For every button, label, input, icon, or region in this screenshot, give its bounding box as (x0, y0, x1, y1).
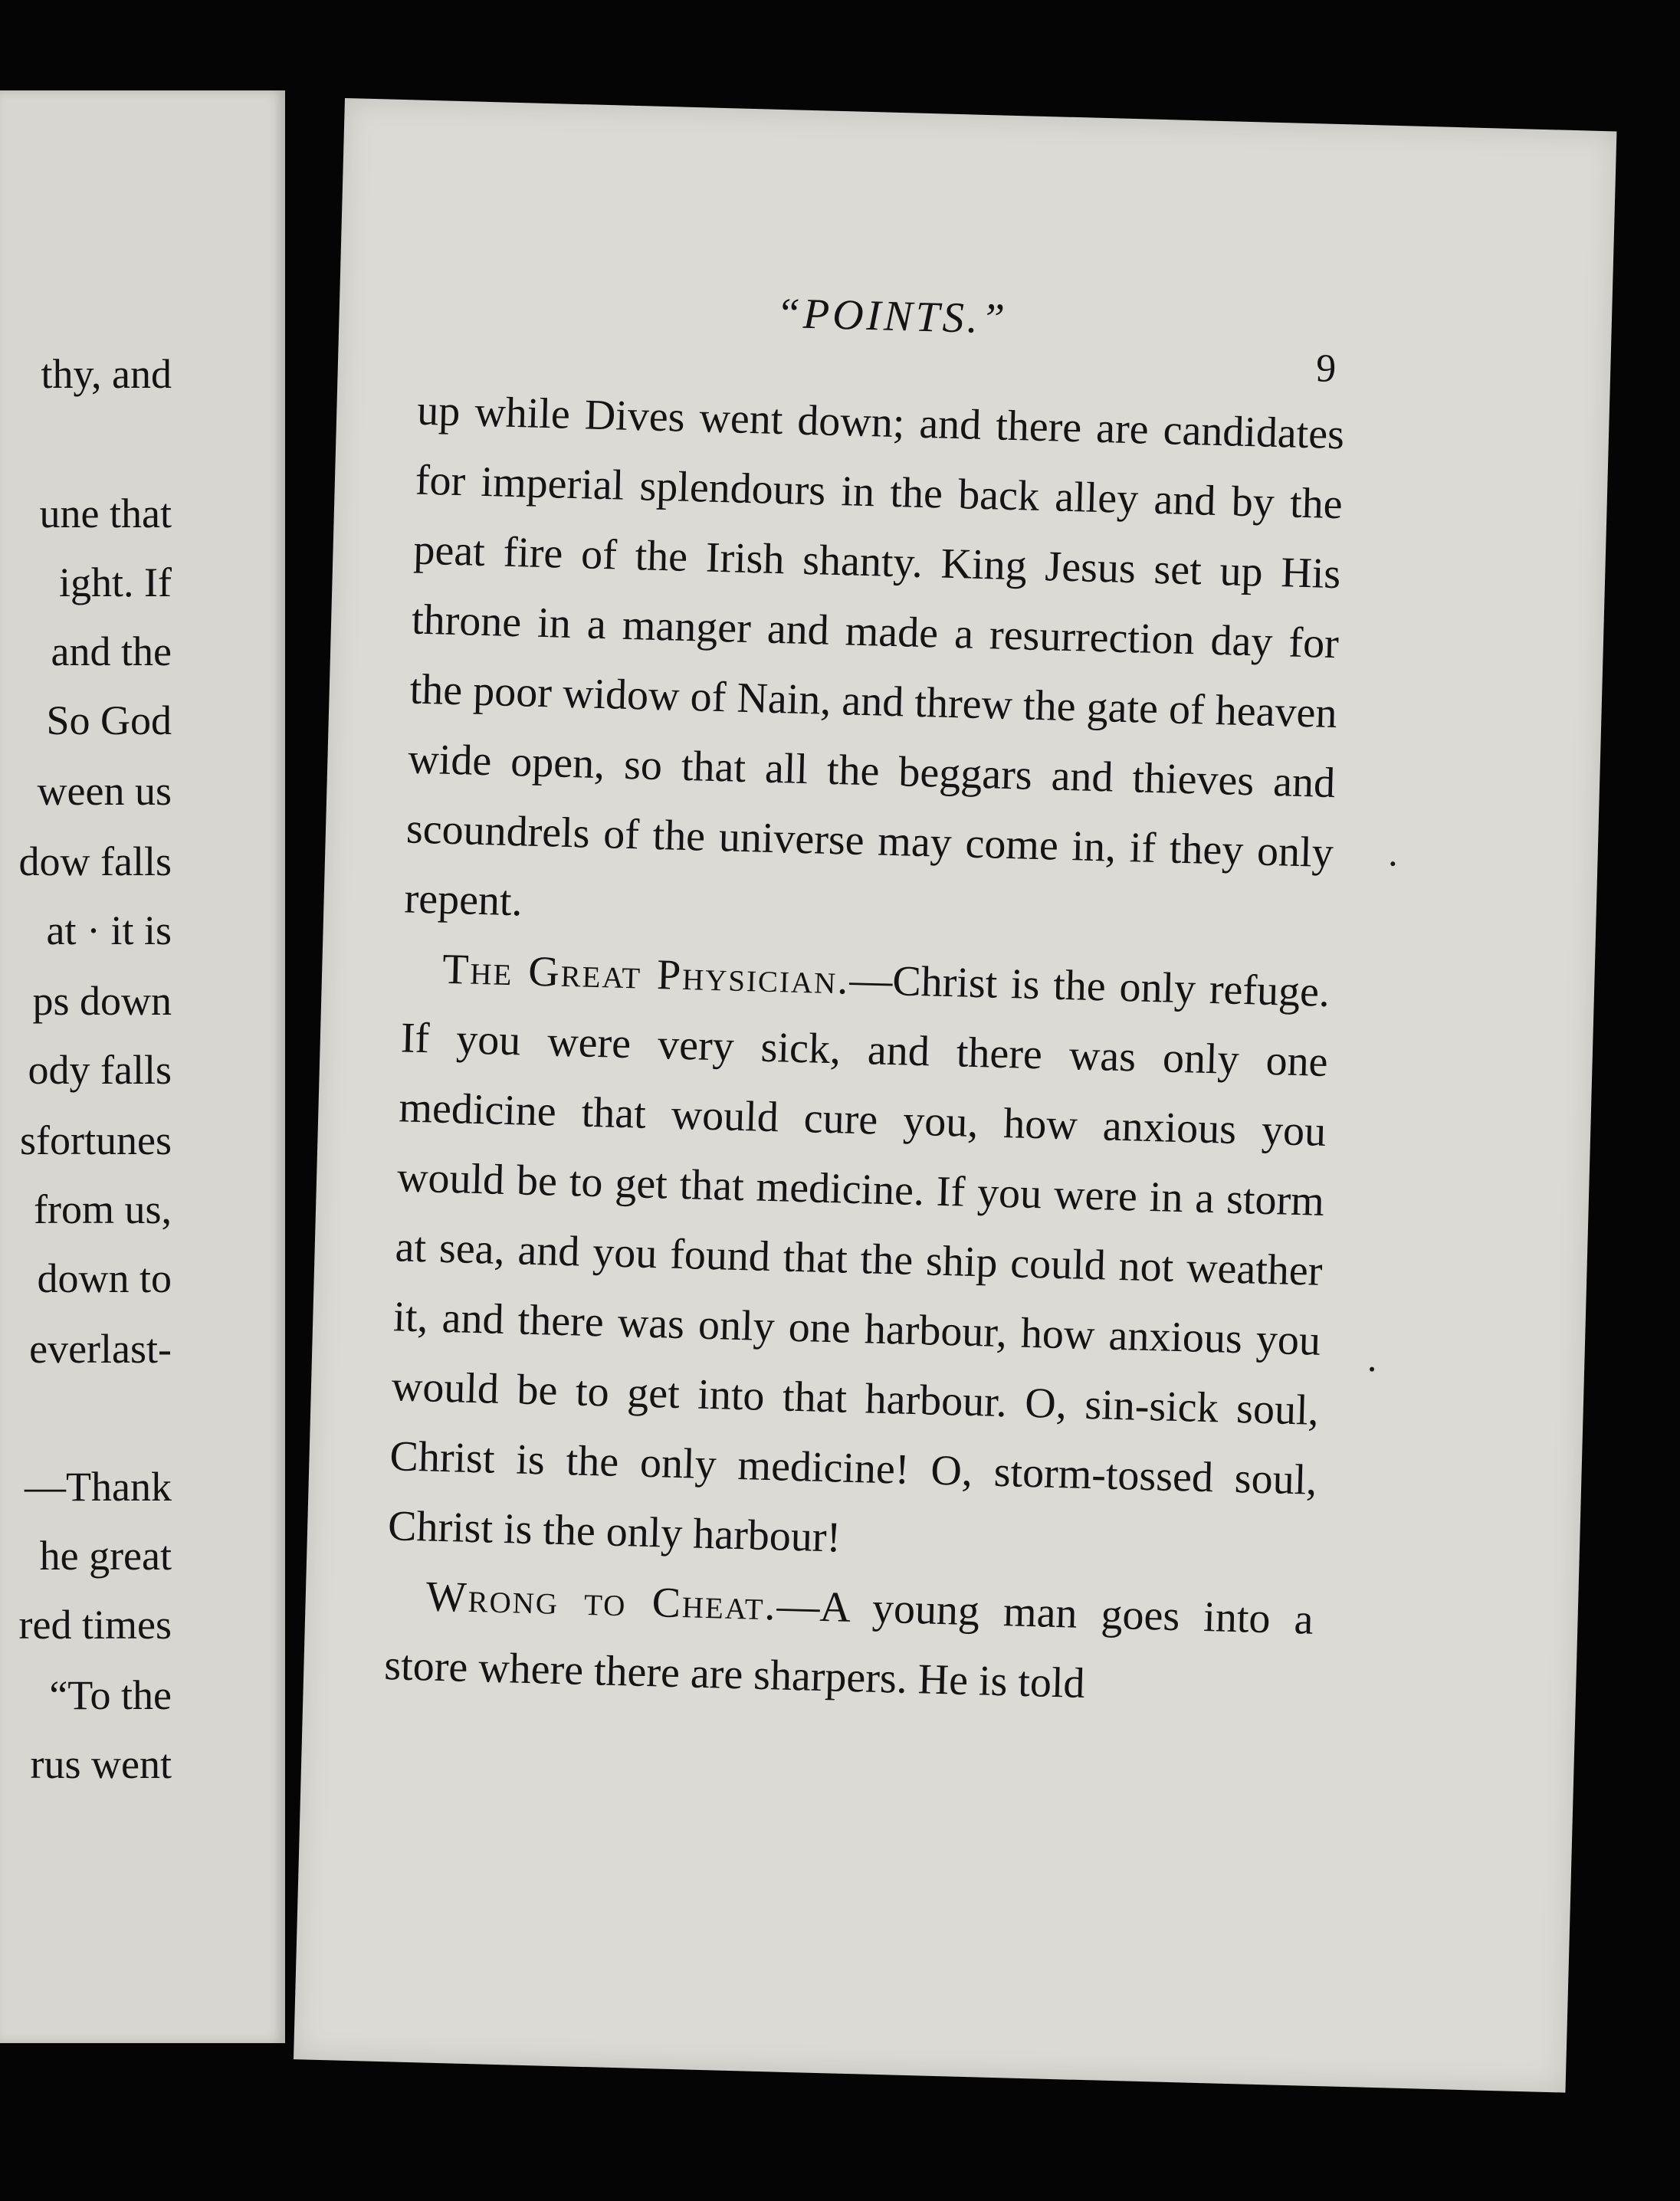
left-page-line: red times (18, 1602, 172, 1648)
paragraph-text: up while Dives went down; and there are candidates for imperial splendours in the back alley and by the peat fire of the Irish shanty. King Jesus set up His throne in a manger and made a resurrection day for the poor widow of Nain, and threw the gate of heaven wide open, so that all the beggars and thieves and scoundrels of the universe may come in, if they only repent. (403, 386, 1345, 926)
left-page-line: ight. If (59, 559, 172, 605)
previous-page-fragment (0, 90, 285, 2043)
scan-speck (1370, 1367, 1374, 1372)
left-page-line: —Thank (25, 1464, 172, 1510)
left-page-line: down to (37, 1255, 172, 1301)
left-page-line: sfortunes (20, 1117, 172, 1163)
page-body-text (383, 376, 1345, 1725)
paragraph-text: —A young man goes into a store where there are sharpers. He is told (383, 1582, 1314, 1707)
paragraph-heading: Wrong to Cheat. (425, 1573, 778, 1630)
current-page (294, 98, 1616, 2093)
left-page-line: and the (51, 628, 172, 674)
left-page-line: from us, (34, 1186, 172, 1232)
left-page-line: ween us (37, 768, 172, 814)
left-page-line: everlast- (29, 1326, 172, 1372)
paragraph-continuation (403, 376, 1345, 958)
left-page-line: ps down (32, 978, 172, 1024)
left-page-line: at · it is (46, 907, 172, 953)
paragraph-text: —Christ is the only refuge. If you were very sick, and there was only one medicine that would cure you, how anxious you would be to get that medicine. If you were in a storm at sea, and you found that the ship could not weather it, and there was only one harbour, how anxious you would be to get into that harbour. O, sin-sick soul, Christ is the only medicine! O, storm-tossed soul, Christ is the only harbour! (387, 956, 1331, 1562)
running-head: “POINTS.” (776, 289, 1009, 343)
left-page-line: ody falls (28, 1047, 172, 1093)
scan-speck (1390, 861, 1395, 866)
paragraph-wrong-to-cheat (383, 1561, 1314, 1725)
left-page-line: So God (46, 697, 172, 743)
page-number: 9 (1315, 346, 1337, 391)
left-page-line: thy, and (41, 351, 172, 397)
left-page-line: “To the (49, 1672, 172, 1718)
left-page-line: dow falls (18, 838, 172, 884)
left-page-line: he great (39, 1533, 172, 1579)
paragraph-heading: The Great Physician. (441, 945, 851, 1004)
paragraph-great-physician (387, 933, 1331, 1585)
left-page-line: une that (39, 490, 172, 536)
left-page-line: rus went (30, 1741, 172, 1787)
